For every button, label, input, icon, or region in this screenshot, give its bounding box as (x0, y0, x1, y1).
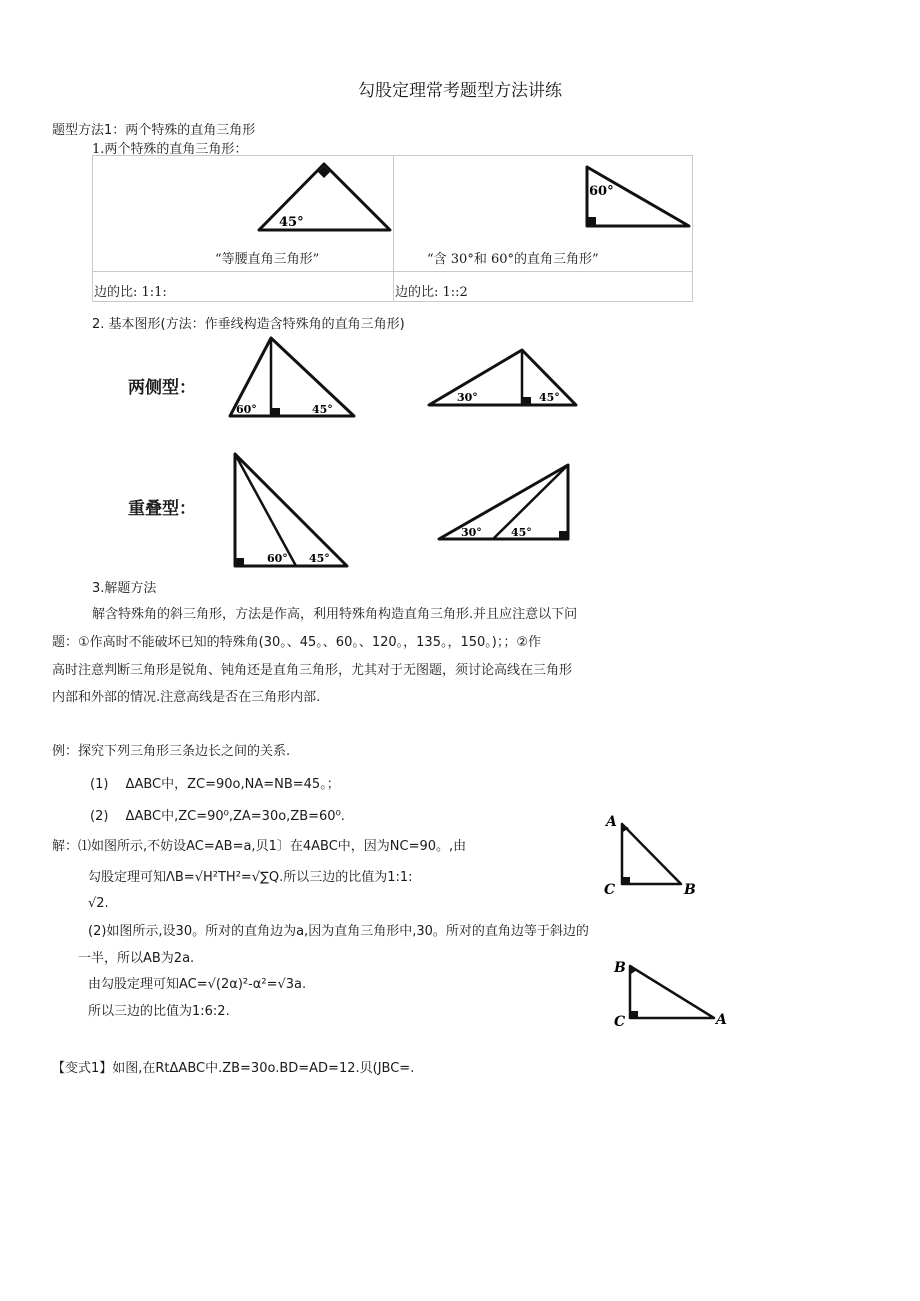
angle-label: 30° (461, 526, 482, 539)
overlap-figure-60-45 (229, 450, 351, 570)
method-line: 高时注意判断三角形是锐角、钝角还是直角三角形，尤其对于无图题，须讨论高线在三角形 (52, 663, 573, 678)
subheading-basic-figures: 2. 基本图形(方法：作垂线构造含特殊角的直角三角形) (92, 317, 405, 332)
solution-line: √2. (88, 896, 109, 911)
solution-line: 所以三边的比值为1:6:2. (88, 1004, 230, 1019)
solution-line: 一半，所以AB为2a. (78, 951, 195, 966)
page-title: 勾股定理常考题型方法讲练 (358, 81, 562, 101)
solution-line: (2)如图所示,设30。所对的直角边为a,因为直角三角形中,30。所对的直角边等于斜边的 (88, 924, 589, 939)
angle-label: 45° (279, 215, 304, 230)
isosceles-ratio: 边的比: 1:1: (94, 285, 167, 300)
method-line: 解含特殊角的斜三角形，方法是作高，利用特殊角构造直角三角形.并且应注意以下问 (92, 607, 578, 622)
angle-label: 60° (267, 552, 288, 565)
section-heading: 题型方法1：两个特殊的直角三角形 (52, 123, 256, 138)
angle-label: 60° (589, 184, 614, 199)
method-line: 题：①作高时不能破坏已知的特殊角(30。、45。、60。、120。，135。，150。)；；②作 (52, 635, 542, 650)
solution-line: 解：⑴如图所示,不妨设AC=AB=a,贝1〕在4ABC中，因为NC=90。,由 (52, 839, 467, 854)
solution-line: 勾股定理可知ΛB=√H²TH²=√∑Q.所以三边的比值为1:1: (88, 870, 413, 885)
example-question-2: (2) ΔABC中,ZC=90⁰,ZA=30o,ZB=60⁰. (90, 809, 345, 824)
isosceles-caption: “等腰直角三角形” (215, 252, 320, 267)
vertex-label: A (606, 814, 617, 830)
vertex-label: C (604, 882, 616, 898)
example-heading: 例：探究下列三角形三条边长之间的关系. (52, 744, 291, 759)
variant-question: 【变式1】如图,在RtΔABC中.ZB=30o.BD=AD=12.贝(JBC=. (52, 1061, 415, 1076)
vertex-label: A (716, 1012, 727, 1028)
angle-label: 45° (312, 403, 333, 416)
vertex-label: C (614, 1014, 626, 1030)
example-figure-thirty-sixty (612, 958, 732, 1030)
angle-label: 30° (457, 391, 478, 404)
subheading-special-triangles: 1.两个特殊的直角三角形： (92, 142, 248, 157)
vertex-label: B (684, 882, 696, 898)
table-divider (93, 271, 692, 272)
vertex-label: B (614, 960, 626, 976)
angle-label: 60° (236, 403, 257, 416)
angle-label: 45° (539, 391, 560, 404)
example-question-1: (1) ΔABC中，ZC=90o,NA=NB=45。； (90, 777, 340, 792)
angle-label: 45° (511, 526, 532, 539)
thirty-sixty-ratio: 边的比: 1::2 (395, 285, 468, 300)
two-sided-figure-30-45 (425, 346, 581, 410)
solution-line: 由勾股定理可知AC=√(2α)²-α²=√3a. (88, 977, 307, 992)
overlap-figure-30-45 (435, 461, 573, 543)
two-sided-figure-60-45 (226, 334, 358, 420)
thirty-sixty-caption: “含 30°和 60°的直角三角形” (427, 252, 599, 267)
type-two-sided-label: 两侧型： (128, 378, 196, 398)
method-line: 内部和外部的情况.注意高线是否在三角形内部. (52, 690, 321, 705)
thirty-sixty-triangle (583, 163, 695, 229)
section3-heading: 3.解题方法 (92, 581, 157, 596)
isosceles-right-triangle (255, 160, 395, 232)
example-figure-isosceles (600, 812, 710, 900)
angle-label: 45° (309, 552, 330, 565)
type-overlap-label: 重叠型： (128, 499, 196, 519)
